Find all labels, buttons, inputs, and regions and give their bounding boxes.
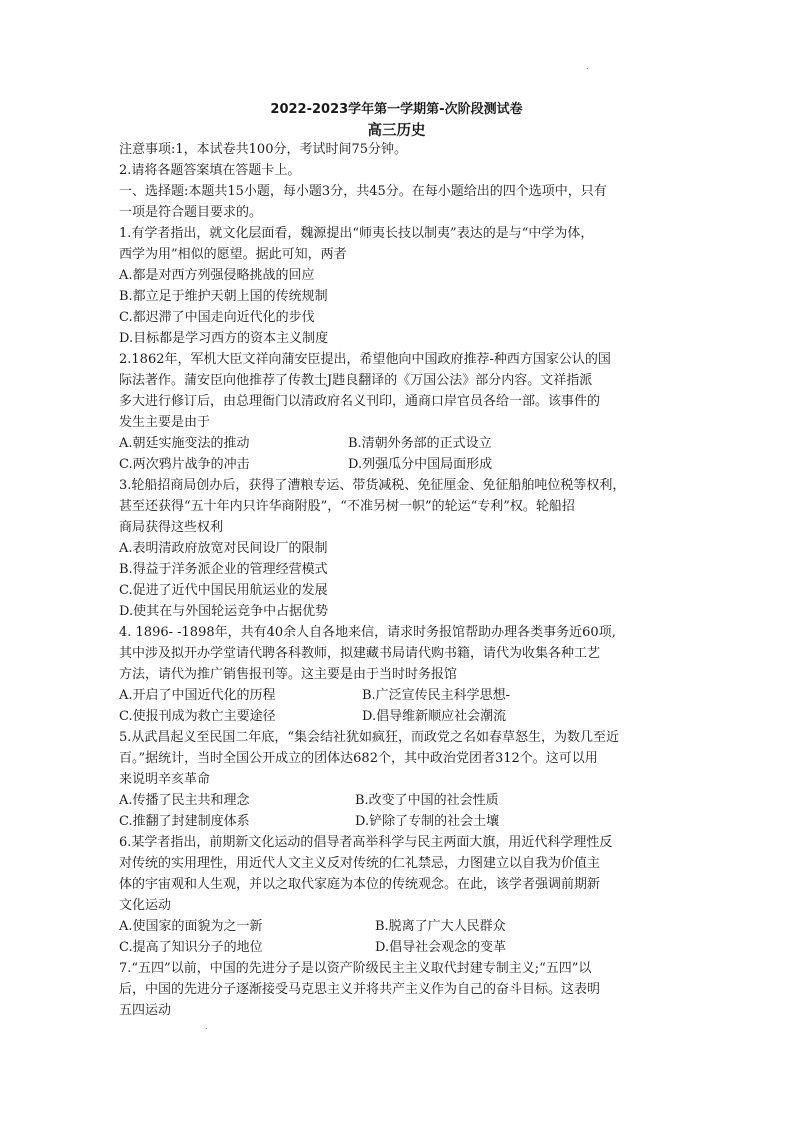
- section-instruction: 一、选择题:本题共15小题，每小题3分，共45分。在每小题给出的四个选项中，只有: [119, 184, 607, 199]
- question-stem: 1.有学者指出，就文化层面看，魏源提出“师夷长技以制夷”表达的是与“中学为体，: [119, 226, 594, 241]
- option-a: A.开启了中国近代化的历程: [119, 688, 276, 703]
- options-row: [119, 916, 679, 937]
- bottom-mark: .: [205, 1022, 208, 1031]
- option-a: A.使国家的面貌为之一新: [119, 919, 263, 934]
- question-7: [119, 958, 679, 1021]
- corner-mark: .: [586, 62, 589, 71]
- question-stem: 6.某学者指出，前期新文化运动的倡导者高举科学与民主两面大旗，用近代科学理性反: [119, 835, 613, 850]
- question-1: [119, 223, 679, 349]
- question-6: [119, 832, 679, 958]
- question-stem: 体的宇宙观和人生观，并以之取代家庭为本位的传统观念。在此，该学者强调前期新: [119, 877, 601, 892]
- question-stem: 方法，请代为推广销售报刊等。这主要是由于当时时务报馆: [119, 667, 458, 682]
- option-d: D.目标都是学习西方的资本主义制度: [119, 331, 329, 346]
- options-row: [119, 706, 679, 727]
- options-row: [119, 790, 679, 811]
- option-b: B.广泛宣传民主科学思想-: [362, 688, 511, 703]
- question-stem: 甚至还获得“五十年内只许华商附股”，“不准另树一帜”的轮运“专利”权。轮船招: [119, 499, 575, 514]
- option-a: A.传播了民主共和理念: [119, 793, 250, 808]
- option-b: B.得益于洋务派企业的管理经营模式: [119, 562, 328, 577]
- option-a: A.表明清政府放宽对民间设厂的限制: [119, 541, 328, 556]
- option-c: C.使报刊成为救亡主要途径: [119, 709, 276, 724]
- option-d: D.列强瓜分中国局面形成: [348, 457, 493, 472]
- option-c: C.促进了近代中国民用航运业的发展: [119, 583, 328, 598]
- exam-body: [119, 139, 679, 1021]
- option-c: C.推翻了封建制度体系: [119, 814, 250, 829]
- question-stem: 发生主要是由于: [119, 415, 211, 430]
- question-stem: 5.从武昌起义至民国二年底，“集会结社犹如疯狂，而政党之名如春草怒生，为数几至近: [119, 730, 620, 745]
- question-3: [119, 475, 679, 622]
- question-stem: 文化运动: [119, 898, 172, 913]
- question-stem: 2.1862年，军机大臣文祥向蒲安臣提出，希望他向中国政府推荐-种西方国家公认的国: [119, 352, 611, 367]
- question-stem: 后，中国的先进分子逐渐接受马克思主义并将共产主义作为自己的奋斗目标。这表明: [119, 982, 601, 997]
- question-2: [119, 349, 679, 475]
- question-stem: 多大进行修订后，由总理衙门以清政府名义刊印，通商口岸官员各给一部。该事件的: [119, 394, 601, 409]
- options-row: [119, 454, 679, 475]
- question-stem: 商局获得这些权利: [119, 520, 224, 535]
- option-b: B.改变了中国的社会性质: [355, 793, 499, 808]
- question-stem: 对传统的实用理性，用近代人文主义反对传统的仁礼禁忌，力图建立以自我为价值主: [119, 856, 601, 871]
- notes-line: 注意事项:1，本试卷共100分，考试时间75分钟。: [119, 142, 408, 157]
- question-stem: 来说明辛亥革命: [119, 772, 211, 787]
- option-b: B.都立足于维护天朝上国的传统规制: [119, 289, 328, 304]
- option-d: D.使其在与外国轮运竞争中占据优势: [119, 604, 329, 619]
- options-row: [119, 685, 679, 706]
- options-row: [119, 433, 679, 454]
- option-c: C.都迟滞了中国走向近代化的步伐: [119, 310, 315, 325]
- option-c: C.两次鸦片战争的冲击: [119, 457, 250, 472]
- question-stem: 4. 1896- -1898年，共有40余人自各地来信，请求时务报馆帮助办理各类事务近60项,: [119, 625, 616, 640]
- notes-line: 2.请将各题答案填在答题卡上。: [119, 163, 301, 178]
- question-4: [119, 622, 679, 727]
- options-row: [119, 811, 679, 832]
- section-instruction: 一项是符合题目要求的。: [119, 205, 263, 220]
- question-stem: 百。”据统计，当时全国公开成立的团体达682个，其中政治党团者312个。这可以用: [119, 751, 598, 766]
- question-stem: 五四运动: [119, 1003, 172, 1018]
- question-stem: 际法著作。蒲安臣向他推荐了传教士J韪良翻译的《万国公法》部分内容。文祥指派: [119, 373, 593, 388]
- option-b: B.脱离了广大人民群众: [375, 919, 506, 934]
- question-5: [119, 727, 679, 832]
- option-d: D.铲除了专制的社会土壤: [355, 814, 500, 829]
- option-a: A.都是对西方列强侵略挑战的回应: [119, 268, 315, 283]
- option-a: A.朝廷实施变法的推动: [119, 436, 250, 451]
- option-c: C.提高了知识分子的地位: [119, 940, 263, 955]
- question-stem: 7.“五四”以前，中国的先进分子是以资产阶级民主主义取代封建专制主义;“五四”以: [119, 961, 592, 976]
- option-d: D.倡导维新顺应社会潮流: [362, 709, 507, 724]
- option-d: D.倡导社会观念的变革: [375, 940, 507, 955]
- question-stem: 3.轮船招商局创办后，获得了漕粮专运、带货减税、免征厘金、免征船舶吨位税等权利，: [119, 478, 626, 493]
- question-stem: 其中涉及拟开办学堂请代聘各科教师，拟建藏书局请代购书籍，请代为收集各种工艺: [119, 646, 601, 661]
- exam-title: 2022-2023学年第一学期第-次阶段测试卷: [270, 102, 523, 117]
- option-b: B.清朝外务部的正式设立: [348, 436, 492, 451]
- question-stem: 西学为用”相似的愿望。据此可知，两者: [119, 247, 347, 262]
- exam-subject: 高三历史: [367, 123, 426, 139]
- options-row: [119, 937, 679, 958]
